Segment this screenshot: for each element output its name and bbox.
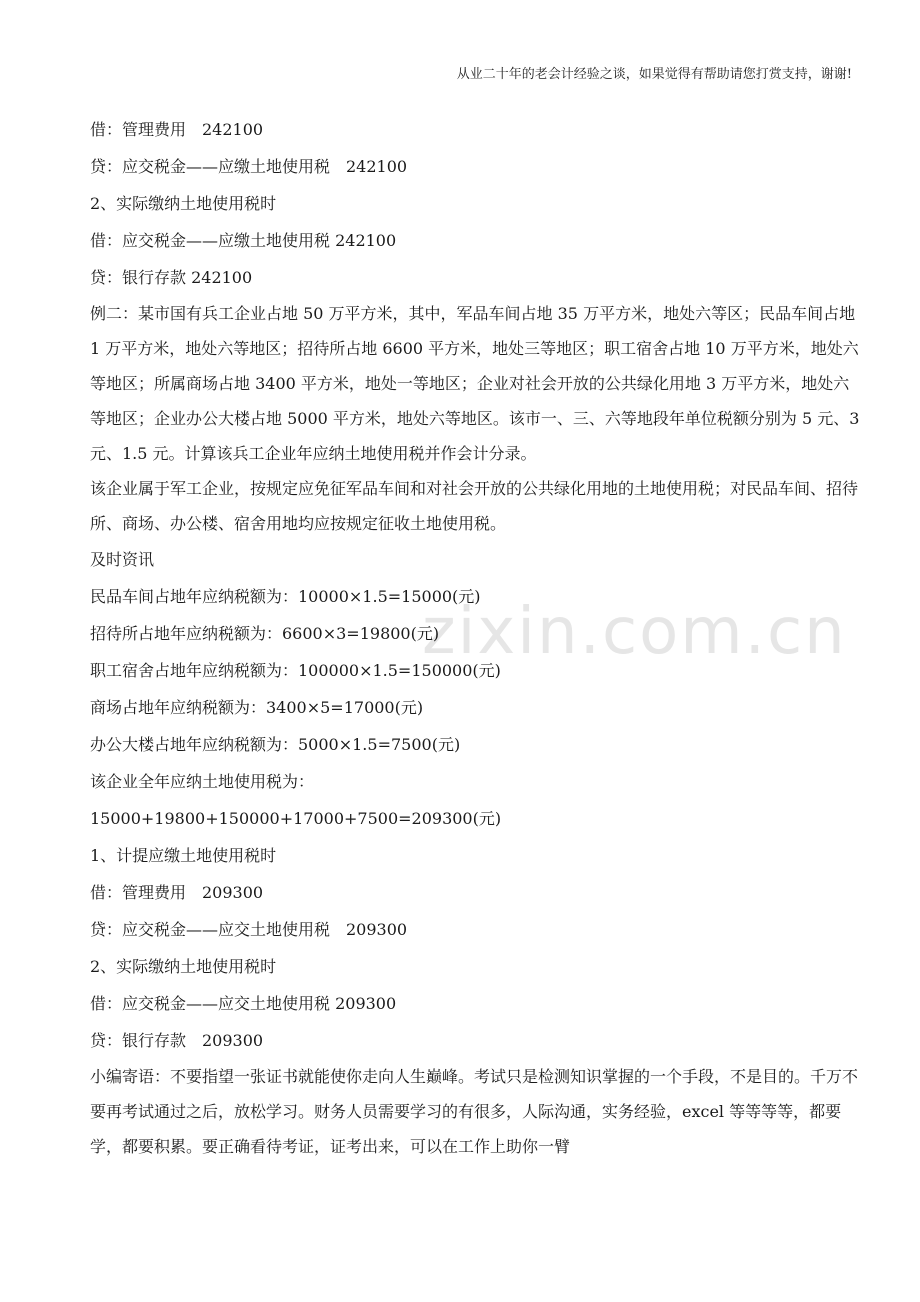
document-body [90,111,860,1164]
journal-debit-line: 借：管理费用 209300 [90,883,264,902]
calc-line: 办公大楼占地年应纳税额为：5000×1.5=7500(元) [90,735,461,754]
calc-line: 商场占地年应纳税额为：3400×5=17000(元) [90,698,424,717]
news-label: 及时资讯 [90,550,155,569]
example-paragraph: 例二：某市国有兵工企业占地 50 万平方米，其中，军品车间占地 35 万平方米，地处六等区；民品车间占地 1 万平方米，地处六等地区；招待所占地 6600 平方米，地处三等地区；职工宿舍占地 10 万平方米，地处六等地区；所属商场占地 3400 平方米，地处一等地区；企业对社会开放的公共绿化用地 3 万平方米，地处六等地区；企业办公大楼占地 5000 平方米，地处六等地区。该市一、三、六等地段年单位税额分别为 5 元、3 元、1.5 元。计算该兵工企业年应纳土地使用税并作会计分录。 [90,304,860,463]
editor-note-paragraph: 小编寄语：不要指望一张证书就能使你走向人生巅峰。考试只是检测知识掌握的一个手段，不是目的。千万不要再考试通过之后，放松学习。财务人员需要学习的有很多，人际沟通，实务经验，excel 等等等等，都要学，都要积累。要正确看待考证，证考出来，可以在工作上助你一臂 [90,1067,859,1156]
total-label: 该企业全年应纳土地使用税为： [90,772,315,791]
journal-debit-line: 借：应交税金——应交土地使用税 209300 [90,994,397,1013]
journal-credit-line: 贷：银行存款 209300 [90,1031,264,1050]
journal-credit-line: 贷：银行存款 242100 [90,268,253,287]
journal-debit-line: 借：应交税金——应缴土地使用税 242100 [90,231,397,250]
journal-credit-line: 贷：应交税金——应交土地使用税 209300 [90,920,408,939]
calc-line: 职工宿舍占地年应纳税额为：100000×1.5=150000(元) [90,661,501,680]
step-heading: 1、计提应缴土地使用税时 [90,846,277,865]
journal-debit-line: 借：管理费用 242100 [90,120,264,139]
calc-line: 招待所占地年应纳税额为：6600×3=19800(元) [90,624,440,643]
header-note: 从业二十年的老会计经验之谈，如果觉得有帮助请您打赏支持，谢谢! [456,67,852,82]
watermark: zixin.com.cn [422,595,847,669]
step-heading: 2、实际缴纳土地使用税时 [90,957,277,976]
step-heading: 2、实际缴纳土地使用税时 [90,194,277,213]
total-formula: 15000+19800+150000+17000+7500=209300(元) [90,809,502,828]
analysis-paragraph: 该企业属于军工企业，按规定应免征军品车间和对社会开放的公共绿化用地的土地使用税；对民品车间、招待所、商场、办公楼、宿舍用地均应按规定征收土地使用税。 [90,479,859,533]
journal-credit-line: 贷：应交税金——应缴土地使用税 242100 [90,157,408,176]
calc-line: 民品车间占地年应纳税额为：10000×1.5=15000(元) [90,587,481,606]
